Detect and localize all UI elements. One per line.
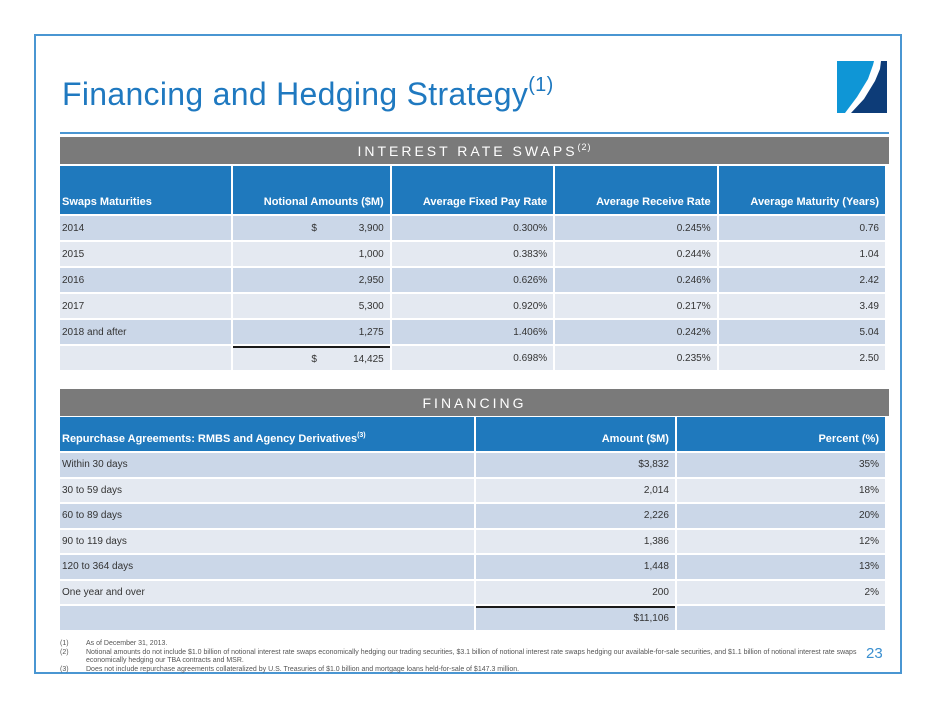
title-divider — [60, 132, 889, 134]
cell-term: Within 30 days — [60, 453, 474, 477]
footnote-number: (2) — [60, 648, 69, 656]
table-row — [60, 294, 885, 318]
footnote-text: Does not include repurchase agreements collateralized by U.S. Treasuries of $1.0 billion and mortgage loans held-for-sale of $147.3 million. — [86, 665, 520, 673]
slide-title — [62, 76, 554, 113]
cell-fixed-pay: 1.406% — [392, 320, 553, 344]
cell-fixed-pay-total: 0.698% — [392, 346, 553, 370]
col-header-percent: Percent (%) — [677, 417, 885, 451]
cell-avg-maturity: 0.76 — [719, 216, 885, 240]
cell-avg-maturity: 1.04 — [719, 242, 885, 266]
footnote-3 — [60, 666, 860, 675]
table-row — [60, 268, 885, 292]
cell-receive: 0.217% — [555, 294, 716, 318]
footnote-number: (3) — [60, 665, 69, 673]
footnote-2 — [60, 649, 860, 666]
col-header-text: Repurchase Agreements: RMBS and Agency Derivatives — [62, 433, 358, 445]
table-row — [60, 453, 885, 477]
cell-maturity — [60, 346, 231, 370]
table-row — [60, 555, 885, 579]
company-logo-icon — [837, 61, 887, 113]
cell-maturity: 2014 — [60, 216, 231, 240]
table-row — [60, 581, 885, 605]
cell-term: One year and over — [60, 581, 474, 605]
cell-term: 30 to 59 days — [60, 479, 474, 503]
cell-percent-total — [677, 606, 885, 630]
footnote-1 — [60, 640, 860, 649]
notional-value: 3,900 — [358, 222, 384, 234]
cell-receive: 0.246% — [555, 268, 716, 292]
cell-notional: 5,300 — [233, 294, 389, 318]
table-row — [60, 479, 885, 503]
cell-percent: 18% — [677, 479, 885, 503]
cell-amount: $3,832 — [476, 453, 675, 477]
swaps-section-header — [60, 137, 889, 164]
cell-percent: 20% — [677, 504, 885, 528]
swaps-footnote-ref: (2) — [577, 142, 592, 152]
table-row — [60, 504, 885, 528]
financing-table — [58, 415, 887, 632]
table-row — [60, 320, 885, 344]
footnote-text: Notional amounts do not include $1.0 billion of notional interest rate swaps economically hedging our trading securities, $3.1 billion of notional interest rate swaps hedging our available-for-sale securities, and $1.1 billion of notional interest rate swaps economically hedging our TBA contracts and MSR. — [86, 648, 857, 664]
cell-amount: 200 — [476, 581, 675, 605]
cell-maturity: 2015 — [60, 242, 231, 266]
cell-notional: 1,000 — [233, 242, 389, 266]
title-footnote-ref: (1) — [528, 74, 554, 96]
col-header-repurchase-agreements — [60, 417, 474, 451]
table-total-row — [60, 606, 885, 630]
cell-fixed-pay: 0.920% — [392, 294, 553, 318]
cell-percent: 12% — [677, 530, 885, 554]
cell-maturity: 2017 — [60, 294, 231, 318]
cell-notional-total — [233, 346, 389, 370]
cell-fixed-pay: 0.383% — [392, 242, 553, 266]
currency-symbol: $ — [311, 222, 317, 234]
table-total-row — [60, 346, 885, 370]
financing-section-header — [60, 389, 889, 416]
cell-fixed-pay: 0.300% — [392, 216, 553, 240]
cell-avg-maturity: 2.42 — [719, 268, 885, 292]
interest-rate-swaps-table — [58, 164, 887, 372]
col-header-swaps-maturities: Swaps Maturities — [60, 166, 231, 214]
cell-receive: 0.245% — [555, 216, 716, 240]
cell-receive: 0.242% — [555, 320, 716, 344]
footnotes — [60, 640, 860, 674]
footnote-ref: (3) — [357, 432, 366, 439]
cell-maturity: 2018 and after — [60, 320, 231, 344]
table-row — [60, 216, 885, 240]
notional-total-value: 14,425 — [353, 353, 384, 365]
table-header-row — [60, 166, 885, 214]
title-text: Financing and Hedging Strategy — [62, 76, 529, 112]
footnote-text: As of December 31, 2013. — [86, 640, 168, 647]
cell-term — [60, 606, 474, 630]
cell-term: 60 to 89 days — [60, 504, 474, 528]
col-header-avg-maturity: Average Maturity (Years) — [719, 166, 885, 214]
cell-amount: 2,226 — [476, 504, 675, 528]
cell-maturity: 2016 — [60, 268, 231, 292]
cell-avg-maturity: 5.04 — [719, 320, 885, 344]
cell-term: 90 to 119 days — [60, 530, 474, 554]
cell-term: 120 to 364 days — [60, 555, 474, 579]
cell-avg-maturity: 3.49 — [719, 294, 885, 318]
currency-symbol: $ — [311, 353, 317, 365]
cell-amount: 1,448 — [476, 555, 675, 579]
cell-avg-maturity-total: 2.50 — [719, 346, 885, 370]
cell-amount-total: $11,106 — [476, 606, 675, 630]
cell-percent: 2% — [677, 581, 885, 605]
col-header-amount: Amount ($M) — [476, 417, 675, 451]
financing-section-title: FINANCING — [422, 395, 527, 411]
cell-amount: 2,014 — [476, 479, 675, 503]
cell-notional — [233, 216, 389, 240]
page-number: 23 — [866, 645, 883, 662]
table-row — [60, 530, 885, 554]
table-header-row — [60, 417, 885, 451]
col-header-notional: Notional Amounts ($M) — [233, 166, 389, 214]
cell-percent: 13% — [677, 555, 885, 579]
col-header-receive: Average Receive Rate — [555, 166, 716, 214]
cell-amount: 1,386 — [476, 530, 675, 554]
swaps-section-title: INTEREST RATE SWAPS — [357, 143, 578, 159]
col-header-fixed-pay: Average Fixed Pay Rate — [392, 166, 553, 214]
cell-fixed-pay: 0.626% — [392, 268, 553, 292]
cell-notional: 1,275 — [233, 320, 389, 344]
cell-notional: 2,950 — [233, 268, 389, 292]
cell-percent: 35% — [677, 453, 885, 477]
cell-receive: 0.244% — [555, 242, 716, 266]
table-row — [60, 242, 885, 266]
footnote-number: (1) — [60, 640, 69, 647]
cell-receive-total: 0.235% — [555, 346, 716, 370]
